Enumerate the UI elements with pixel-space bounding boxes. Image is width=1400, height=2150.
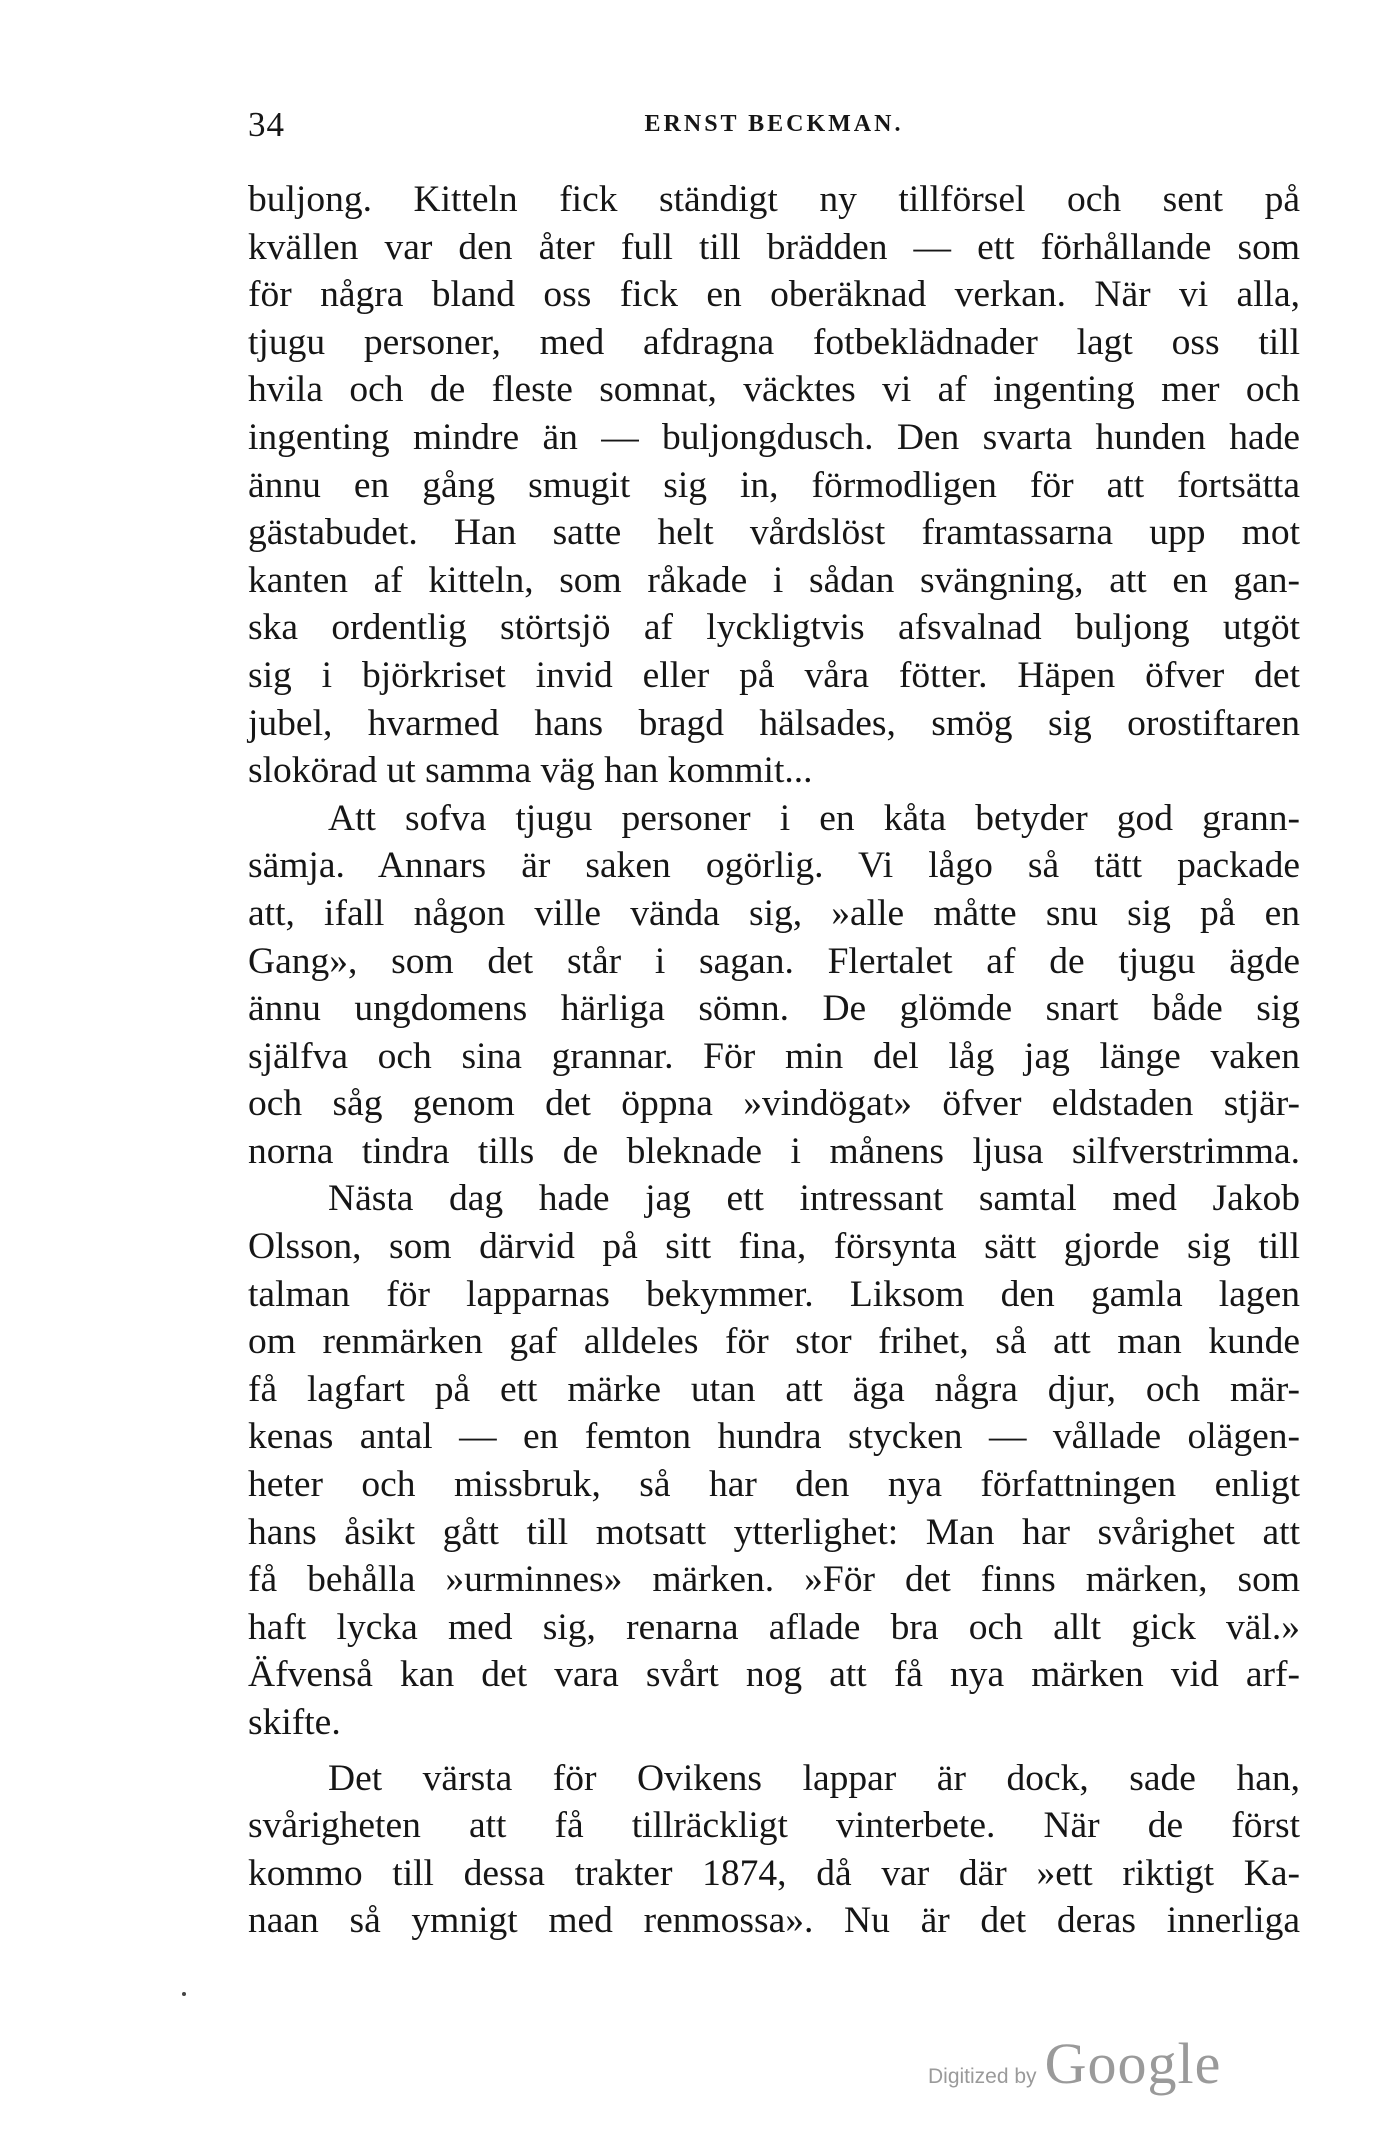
text-line: få lagfart på ett märke utan att äga några djur, och mär- [248, 1368, 1300, 1410]
text-line: haft lycka med sig, renarna aflade bra och allt gick väl.» [248, 1606, 1300, 1648]
text-line: kvällen var den åter full till brädden — ett förhållande som [248, 226, 1300, 268]
watermark-prefix: Digitized by [928, 2065, 1037, 2088]
paragraph-3 [248, 1175, 1300, 1746]
text-line: buljong. Kitteln fick ständigt ny tillförsel och sent på [248, 179, 1300, 220]
text-line: norna tindra tills de bleknade i månens ljusa silfverstrimma. [248, 1130, 1300, 1172]
text-line: hans åsikt gått till motsatt ytterlighet: Man har svårighet att [248, 1511, 1300, 1553]
text-line: för några bland oss fick en oberäknad verkan. När vi alla, [248, 274, 1300, 316]
text-line: sämja. Annars är saken ogörlig. Vi lågo så tätt packade [248, 845, 1300, 887]
text-line: gästabudet. Han satte helt vårdslöst framtassarna upp mot [248, 512, 1300, 554]
text-line: jubel, hvarmed hans bragd hälsades, smög sig orostiftaren [248, 702, 1300, 744]
body-text [248, 176, 1300, 1945]
text-line: sig i björkriset invid eller på våra fötter. Häpen öfver det [248, 654, 1300, 696]
text-line: om renmärken gaf alldeles för stor frihet, så att man kunde [248, 1321, 1300, 1363]
text-line: ännu ungdomens härliga sömn. De glömde snart både sig [248, 988, 1300, 1030]
paragraph-gap [248, 1747, 1300, 1755]
text-line: Gang», som det står i sagan. Flertalet af de tjugu ägde [248, 940, 1300, 982]
text-line: få behålla »urminnes» märken. »För det finns märken, som [248, 1559, 1300, 1601]
ink-speck [182, 1992, 186, 1996]
text-line: tjugu personer, med afdragna fotbeklädnader lagt oss till [248, 321, 1300, 363]
google-logo: Google [1044, 2031, 1222, 2096]
text-line: och såg genom det öppna »vindögat» öfver eldstaden stjär- [248, 1083, 1300, 1125]
text-line: slokörad ut samma väg han kommit... [248, 750, 813, 792]
text-line: Äfvenså kan det vara svårt nog att få nya märken vid arf- [248, 1654, 1300, 1696]
text-line: kanten af kitteln, som råkade i sådan svängning, att en gan- [248, 559, 1300, 601]
text-line: Det värsta för Ovikens lappar är dock, sade han, [328, 1757, 1300, 1799]
text-line: naan så ymnigt med renmossa». Nu är det deras innerliga [248, 1900, 1300, 1942]
text-line: hvila och de fleste somnat, väcktes vi af ingenting mer och [248, 369, 1300, 411]
text-line: ska ordentlig störtsjö af lyckligtvis afsvalnad buljong utgöt [248, 607, 1300, 649]
text-line: ännu en gång smugit sig in, förmodligen för att fortsätta [248, 464, 1300, 506]
running-head [248, 105, 1300, 145]
paragraph-2 [248, 795, 1300, 1176]
text-line: kommo till dessa trakter 1874, då var där »ett riktigt Ka- [248, 1852, 1300, 1894]
running-title: ERNST BECKMAN. [644, 111, 904, 137]
text-line: kenas antal — en femton hundra stycken — vållade olägen- [248, 1416, 1300, 1458]
text-line: talman för lapparnas bekymmer. Liksom den gamla lagen [248, 1273, 1300, 1315]
text-line: ingenting mindre än — buljongdusch. Den svarta hunden hade [248, 416, 1300, 458]
digitized-by-google-watermark [928, 2030, 1222, 2096]
text-line: själfva och sina grannar. För min del låg jag länge vaken [248, 1035, 1300, 1077]
text-line: Att sofva tjugu personer i en kåta betyder god grann- [328, 797, 1300, 839]
text-line: att, ifall någon ville vända sig, »alle måtte snu sig på en [248, 892, 1300, 934]
text-line: svårigheten att få tillräckligt vinterbete. När de först [248, 1805, 1300, 1847]
page-number: 34 [248, 105, 285, 144]
text-line: skifte. [248, 1702, 341, 1743]
text-line: heter och missbruk, så har den nya författningen enligt [248, 1464, 1300, 1506]
paragraph-4 [248, 1755, 1300, 1945]
paragraph-1 [248, 176, 1300, 795]
text-line: Nästa dag hade jag ett intressant samtal med Jakob [328, 1178, 1300, 1220]
text-line: Olsson, som därvid på sitt fina, försynta sätt gjorde sig till [248, 1226, 1300, 1268]
